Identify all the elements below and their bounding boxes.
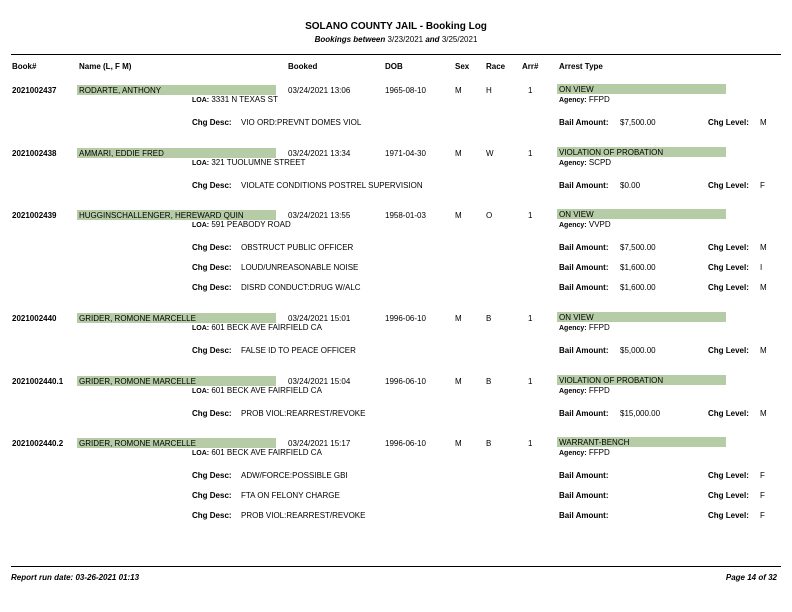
charge-level: M bbox=[760, 346, 767, 355]
bail-amount-label: Bail Amount: bbox=[559, 283, 609, 292]
agency-label: Agency: bbox=[559, 97, 587, 104]
loa-label: LOA: bbox=[192, 97, 210, 104]
chg-level-label: Chg Level: bbox=[708, 511, 749, 520]
person-name: RODARTE, ANTHONY bbox=[79, 86, 162, 95]
agency-value: FFPD bbox=[588, 95, 610, 104]
charge-description: VIO ORD:PREVNT DOMES VIOL bbox=[241, 118, 362, 127]
location-of-arrest bbox=[192, 158, 305, 167]
loa-value: 591 PEABODY ROAD bbox=[211, 220, 291, 229]
charge-level: M bbox=[760, 118, 767, 127]
charge-level: F bbox=[760, 511, 765, 520]
bail-amount-label: Bail Amount: bbox=[559, 511, 609, 520]
bail-amount-label: Bail Amount: bbox=[559, 409, 609, 418]
agency bbox=[559, 386, 610, 395]
report-title: SOLANO COUNTY JAIL - Booking Log bbox=[305, 21, 487, 32]
agency-value: VVPD bbox=[588, 220, 611, 229]
charge-level: M bbox=[760, 283, 767, 292]
charge-row bbox=[0, 283, 792, 293]
charge-row bbox=[0, 409, 792, 419]
arrest-type: ON VIEW bbox=[559, 313, 594, 322]
booked-datetime: 03/24/2021 15:04 bbox=[288, 377, 351, 386]
booked-datetime: 03/24/2021 15:01 bbox=[288, 314, 351, 323]
charge-level: F bbox=[760, 181, 765, 190]
charge-description: LOUD/UNREASONABLE NOISE bbox=[241, 263, 359, 272]
bail-amount: $1,600.00 bbox=[620, 263, 656, 272]
book-number: 2021002440.1 bbox=[12, 377, 64, 386]
loa-label: LOA: bbox=[192, 160, 210, 167]
charge-row bbox=[0, 263, 792, 273]
col-name: Name (L, F M) bbox=[79, 62, 132, 71]
charge-row bbox=[0, 471, 792, 481]
footer-rule bbox=[11, 566, 781, 567]
col-arr: Arr# bbox=[522, 62, 539, 71]
chg-desc-label: Chg Desc: bbox=[192, 491, 232, 500]
charge-description: DISRD CONDUCT:DRUG W/ALC bbox=[241, 283, 361, 292]
charge-row bbox=[0, 511, 792, 521]
charge-row bbox=[0, 181, 792, 191]
sex: M bbox=[455, 377, 462, 386]
person-name: HUGGINSCHALLENGER, HEREWARD QUIN bbox=[79, 211, 244, 220]
loa-value: 601 BECK AVE FAIRFIELD CA bbox=[211, 386, 322, 395]
sex: M bbox=[455, 86, 462, 95]
col-booked: Booked bbox=[288, 62, 318, 71]
loa-value: 321 TUOLUMNE STREET bbox=[211, 158, 306, 167]
chg-level-label: Chg Level: bbox=[708, 243, 749, 252]
chg-desc-label: Chg Desc: bbox=[192, 118, 232, 127]
race: W bbox=[486, 149, 494, 158]
race: O bbox=[486, 211, 493, 220]
chg-level-label: Chg Level: bbox=[708, 491, 749, 500]
sex: M bbox=[455, 439, 462, 448]
arrest-number: 1 bbox=[528, 149, 533, 158]
header-rule bbox=[11, 54, 781, 55]
charge-level: I bbox=[760, 263, 763, 272]
agency-value: FFPD bbox=[588, 323, 610, 332]
loa-value: 601 BECK AVE FAIRFIELD CA bbox=[211, 448, 322, 457]
charge-description: PROB VIOL:REARREST/REVOKE bbox=[241, 511, 366, 520]
date-of-birth: 1971-04-30 bbox=[385, 149, 426, 158]
col-book: Book# bbox=[12, 62, 37, 71]
chg-level-label: Chg Level: bbox=[708, 283, 749, 292]
charge-description: PROB VIOL:REARREST/REVOKE bbox=[241, 409, 366, 418]
booked-datetime: 03/24/2021 13:55 bbox=[288, 211, 351, 220]
charge-description: FALSE ID TO PEACE OFFICER bbox=[241, 346, 356, 355]
bail-amount: $15,000.00 bbox=[620, 409, 661, 418]
arrest-type: VIOLATION OF PROBATION bbox=[559, 148, 664, 157]
loa-value: 3331 N TEXAS ST bbox=[211, 95, 278, 104]
chg-desc-label: Chg Desc: bbox=[192, 243, 232, 252]
sex: M bbox=[455, 211, 462, 220]
charge-row bbox=[0, 118, 792, 128]
chg-desc-label: Chg Desc: bbox=[192, 263, 232, 272]
race: H bbox=[486, 86, 492, 95]
location-of-arrest bbox=[192, 95, 278, 104]
bail-amount-label: Bail Amount: bbox=[559, 471, 609, 480]
col-sex: Sex bbox=[455, 62, 470, 71]
location-of-arrest bbox=[192, 386, 322, 395]
charge-description: FTA ON FELONY CHARGE bbox=[241, 491, 340, 500]
agency-label: Agency: bbox=[559, 222, 587, 229]
chg-level-label: Chg Level: bbox=[708, 263, 749, 272]
charge-row bbox=[0, 491, 792, 501]
charge-description: ADW/FORCE:POSSIBLE GBI bbox=[241, 471, 348, 480]
charge-description: OBSTRUCT PUBLIC OFFICER bbox=[241, 243, 354, 252]
booked-datetime: 03/24/2021 13:06 bbox=[288, 86, 351, 95]
arrest-type: WARRANT-BENCH bbox=[559, 438, 630, 447]
book-number: 2021002437 bbox=[12, 86, 57, 95]
loa-label: LOA: bbox=[192, 450, 210, 457]
charge-level: M bbox=[760, 243, 767, 252]
date-of-birth: 1996-06-10 bbox=[385, 377, 426, 386]
subtitle-prefix: Bookings between bbox=[314, 35, 386, 44]
agency bbox=[559, 158, 611, 167]
charge-level: F bbox=[760, 471, 765, 480]
book-number: 2021002440.2 bbox=[12, 439, 64, 448]
agency-value: SCPD bbox=[588, 158, 612, 167]
chg-level-label: Chg Level: bbox=[708, 471, 749, 480]
report-run-date: Report run date: 03-26-2021 01:13 bbox=[11, 573, 140, 582]
chg-level-label: Chg Level: bbox=[708, 346, 749, 355]
loa-label: LOA: bbox=[192, 222, 210, 229]
date-of-birth: 1958-01-03 bbox=[385, 211, 426, 220]
book-number: 2021002440 bbox=[12, 314, 57, 323]
arrest-type: ON VIEW bbox=[559, 210, 594, 219]
location-of-arrest bbox=[192, 220, 291, 229]
chg-desc-label: Chg Desc: bbox=[192, 283, 232, 292]
agency-value: FFPD bbox=[588, 386, 610, 395]
bail-amount: $0.00 bbox=[620, 181, 641, 190]
race: B bbox=[486, 377, 492, 386]
start-date: 3/23/2021 bbox=[387, 35, 424, 44]
chg-desc-label: Chg Desc: bbox=[192, 471, 232, 480]
page-number: Page 14 of 32 bbox=[725, 573, 777, 582]
person-name: GRIDER, ROMONE MARCELLE bbox=[79, 439, 196, 448]
charge-row bbox=[0, 346, 792, 356]
col-dob: DOB bbox=[385, 62, 403, 71]
sex: M bbox=[455, 149, 462, 158]
chg-desc-label: Chg Desc: bbox=[192, 409, 232, 418]
sex: M bbox=[455, 314, 462, 323]
chg-desc-label: Chg Desc: bbox=[192, 181, 232, 190]
loa-label: LOA: bbox=[192, 388, 210, 395]
charge-level: F bbox=[760, 491, 765, 500]
col-race: Race bbox=[486, 62, 506, 71]
person-name: AMMARI, EDDIE FRED bbox=[79, 149, 164, 158]
agency-label: Agency: bbox=[559, 388, 587, 395]
charge-description: VIOLATE CONDITIONS POSTREL SUPERVISION bbox=[241, 181, 423, 190]
charge-row bbox=[0, 243, 792, 253]
agency-label: Agency: bbox=[559, 325, 587, 332]
date-of-birth: 1996-06-10 bbox=[385, 314, 426, 323]
chg-level-label: Chg Level: bbox=[708, 118, 749, 127]
location-of-arrest bbox=[192, 448, 322, 457]
location-of-arrest bbox=[192, 323, 322, 332]
bail-amount-label: Bail Amount: bbox=[559, 243, 609, 252]
subtitle-conjunction: and bbox=[425, 35, 440, 44]
bail-amount: $5,000.00 bbox=[620, 346, 656, 355]
end-date: 3/25/2021 bbox=[441, 35, 478, 44]
date-of-birth: 1965-08-10 bbox=[385, 86, 426, 95]
agency bbox=[559, 448, 610, 457]
arrest-number: 1 bbox=[528, 211, 533, 220]
date-of-birth: 1996-06-10 bbox=[385, 439, 426, 448]
loa-label: LOA: bbox=[192, 325, 210, 332]
book-number: 2021002439 bbox=[12, 211, 57, 220]
arrest-type: ON VIEW bbox=[559, 85, 594, 94]
chg-desc-label: Chg Desc: bbox=[192, 511, 232, 520]
arrest-number: 1 bbox=[528, 314, 533, 323]
arrest-number: 1 bbox=[528, 439, 533, 448]
bail-amount-label: Bail Amount: bbox=[559, 118, 609, 127]
booked-datetime: 03/24/2021 15:17 bbox=[288, 439, 351, 448]
bail-amount-label: Bail Amount: bbox=[559, 181, 609, 190]
charge-level: M bbox=[760, 409, 767, 418]
chg-desc-label: Chg Desc: bbox=[192, 346, 232, 355]
agency-label: Agency: bbox=[559, 450, 587, 457]
bail-amount: $7,500.00 bbox=[620, 118, 656, 127]
agency-label: Agency: bbox=[559, 160, 587, 167]
person-name: GRIDER, ROMONE MARCELLE bbox=[79, 377, 196, 386]
loa-value: 601 BECK AVE FAIRFIELD CA bbox=[211, 323, 322, 332]
arrest-number: 1 bbox=[528, 86, 533, 95]
agency bbox=[559, 220, 611, 229]
bail-amount: $7,500.00 bbox=[620, 243, 656, 252]
bail-amount-label: Bail Amount: bbox=[559, 491, 609, 500]
bail-amount-label: Bail Amount: bbox=[559, 263, 609, 272]
race: B bbox=[486, 439, 492, 448]
arrest-number: 1 bbox=[528, 377, 533, 386]
person-name: GRIDER, ROMONE MARCELLE bbox=[79, 314, 196, 323]
arrest-type: VIOLATION OF PROBATION bbox=[559, 376, 664, 385]
agency bbox=[559, 95, 610, 104]
col-arrest-type: Arrest Type bbox=[559, 62, 603, 71]
chg-level-label: Chg Level: bbox=[708, 409, 749, 418]
bail-amount-label: Bail Amount: bbox=[559, 346, 609, 355]
book-number: 2021002438 bbox=[12, 149, 57, 158]
agency bbox=[559, 323, 610, 332]
agency-value: FFPD bbox=[588, 448, 610, 457]
report-subtitle bbox=[0, 35, 792, 44]
bail-amount: $1,600.00 bbox=[620, 283, 656, 292]
booked-datetime: 03/24/2021 13:34 bbox=[288, 149, 351, 158]
chg-level-label: Chg Level: bbox=[708, 181, 749, 190]
race: B bbox=[486, 314, 492, 323]
